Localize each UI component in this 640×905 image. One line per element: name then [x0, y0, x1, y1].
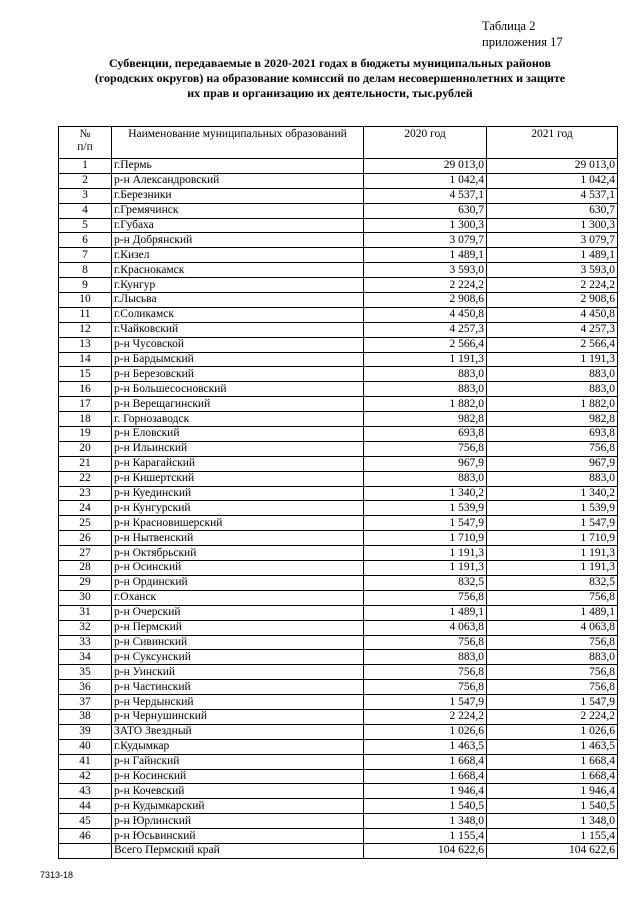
row-value-2021: 883,0: [487, 382, 618, 397]
row-value-2020: 756,8: [364, 680, 487, 695]
table-row: [59, 709, 618, 724]
row-number: 26: [59, 531, 112, 546]
table-row: [59, 561, 618, 576]
table-row: [59, 352, 618, 367]
row-value-2021: 4 450,8: [487, 307, 618, 322]
row-value-2020: 1 489,1: [364, 248, 487, 263]
row-municipality: р-н Юрлинский: [112, 814, 364, 829]
row-value-2021: 3 079,7: [487, 233, 618, 248]
row-municipality: г.Лысьва: [112, 293, 364, 308]
row-number: 16: [59, 382, 112, 397]
row-number: 33: [59, 635, 112, 650]
table-row: [59, 322, 618, 337]
table-row: [59, 620, 618, 635]
row-municipality: р-н Кунгурский: [112, 501, 364, 516]
row-value-2021: 1 668,4: [487, 754, 618, 769]
row-number: 38: [59, 709, 112, 724]
row-municipality: ЗАТО Звездный: [112, 724, 364, 739]
row-number: 45: [59, 814, 112, 829]
row-value-2021: 1 191,3: [487, 546, 618, 561]
row-municipality: р-н Суксунский: [112, 650, 364, 665]
row-municipality: р-н Уинский: [112, 665, 364, 680]
row-value-2020: 756,8: [364, 635, 487, 650]
total-label: Всего Пермский край: [112, 843, 364, 858]
row-number: 28: [59, 561, 112, 576]
row-value-2020: 1 348,0: [364, 814, 487, 829]
row-value-2020: 883,0: [364, 382, 487, 397]
row-value-2021: 1 668,4: [487, 769, 618, 784]
table-header-row: [59, 127, 618, 159]
table-row: [59, 635, 618, 650]
row-value-2021: 29 013,0: [487, 159, 618, 174]
title-line-1: Субвенции, передаваемые в 2020-2021 годах в бюджеты муниципальных районов: [109, 56, 551, 70]
row-municipality: р-н Красновишерский: [112, 516, 364, 531]
row-municipality: р-н Чердынский: [112, 695, 364, 710]
row-municipality: г.Кизел: [112, 248, 364, 263]
row-number: 12: [59, 322, 112, 337]
table-row: [59, 695, 618, 710]
row-value-2020: 1 042,4: [364, 173, 487, 188]
row-number: 39: [59, 724, 112, 739]
row-municipality: г.Гремячинск: [112, 203, 364, 218]
row-value-2021: 2 566,4: [487, 337, 618, 352]
row-value-2021: 1 155,4: [487, 829, 618, 844]
table-row: [59, 471, 618, 486]
row-value-2021: 630,7: [487, 203, 618, 218]
table-row: [59, 799, 618, 814]
row-value-2021: 1 340,2: [487, 486, 618, 501]
row-value-2020: 1 026,6: [364, 724, 487, 739]
row-value-2020: 4 537,1: [364, 188, 487, 203]
row-value-2020: 883,0: [364, 471, 487, 486]
row-municipality: г.Соликамск: [112, 307, 364, 322]
row-value-2021: 1 710,9: [487, 531, 618, 546]
row-value-2020: 756,8: [364, 590, 487, 605]
row-value-2020: 883,0: [364, 650, 487, 665]
row-number: 8: [59, 263, 112, 278]
row-value-2020: 883,0: [364, 367, 487, 382]
row-municipality: р-н Пермский: [112, 620, 364, 635]
row-value-2021: 756,8: [487, 590, 618, 605]
row-value-2020: 967,9: [364, 456, 487, 471]
row-municipality: р-н Чусовской: [112, 337, 364, 352]
row-value-2020: 982,8: [364, 412, 487, 427]
table-row: [59, 784, 618, 799]
row-value-2021: 832,5: [487, 575, 618, 590]
table-row: [59, 575, 618, 590]
row-value-2020: 630,7: [364, 203, 487, 218]
row-value-2020: 29 013,0: [364, 159, 487, 174]
row-value-2020: 4 450,8: [364, 307, 487, 322]
row-value-2021: 756,8: [487, 665, 618, 680]
row-value-2021: 2 224,2: [487, 278, 618, 293]
row-number: 14: [59, 352, 112, 367]
table-row: [59, 367, 618, 382]
row-number: 40: [59, 739, 112, 754]
row-value-2021: 2 908,6: [487, 293, 618, 308]
row-municipality: г.Чайковский: [112, 322, 364, 337]
table-caption: [482, 18, 563, 50]
table-row: [59, 665, 618, 680]
row-value-2021: 3 593,0: [487, 263, 618, 278]
row-number: 15: [59, 367, 112, 382]
header-municipality: Наименование муниципальных образований: [112, 127, 364, 159]
row-value-2020: 4 257,3: [364, 322, 487, 337]
row-municipality: р-н Чернушинский: [112, 709, 364, 724]
row-value-2021: 1 042,4: [487, 173, 618, 188]
row-value-2020: 1 540,5: [364, 799, 487, 814]
row-value-2020: 1 539,9: [364, 501, 487, 516]
row-municipality: р-н Очерский: [112, 605, 364, 620]
row-number: 27: [59, 546, 112, 561]
row-value-2020: 2 908,6: [364, 293, 487, 308]
row-value-2020: 1 191,3: [364, 561, 487, 576]
row-municipality: г.Краснокамск: [112, 263, 364, 278]
table-row: [59, 293, 618, 308]
row-value-2021: 4 537,1: [487, 188, 618, 203]
row-municipality: г.Пермь: [112, 159, 364, 174]
row-number: 34: [59, 650, 112, 665]
row-value-2021: 1 026,6: [487, 724, 618, 739]
row-number: 25: [59, 516, 112, 531]
row-municipality: р-н Сивинский: [112, 635, 364, 650]
subsidies-table: [58, 126, 618, 859]
row-value-2021: 1 540,5: [487, 799, 618, 814]
total-number: [59, 843, 112, 858]
row-value-2020: 1 191,3: [364, 546, 487, 561]
row-value-2020: 693,8: [364, 427, 487, 442]
row-value-2020: 1 191,3: [364, 352, 487, 367]
row-value-2020: 1 668,4: [364, 769, 487, 784]
table-row: [59, 412, 618, 427]
table-row: [59, 546, 618, 561]
table-body: [59, 159, 618, 859]
row-number: 22: [59, 471, 112, 486]
table-row: [59, 486, 618, 501]
table-row: [59, 233, 618, 248]
row-value-2021: 1 191,3: [487, 561, 618, 576]
row-municipality: р-н Частинский: [112, 680, 364, 695]
row-number: 30: [59, 590, 112, 605]
table-row: [59, 754, 618, 769]
header-2020: 2020 год: [364, 127, 487, 159]
table-row: [59, 531, 618, 546]
row-municipality: г.Кунгур: [112, 278, 364, 293]
row-municipality: г.Кудымкар: [112, 739, 364, 754]
row-number: 32: [59, 620, 112, 635]
row-number: 46: [59, 829, 112, 844]
row-value-2020: 4 063,8: [364, 620, 487, 635]
table-row: [59, 427, 618, 442]
table-total-row: [59, 843, 618, 858]
row-number: 29: [59, 575, 112, 590]
row-number: 6: [59, 233, 112, 248]
row-number: 23: [59, 486, 112, 501]
row-value-2021: 883,0: [487, 367, 618, 382]
row-number: 3: [59, 188, 112, 203]
row-number: 18: [59, 412, 112, 427]
table-row: [59, 159, 618, 174]
row-number: 44: [59, 799, 112, 814]
row-value-2021: 1 489,1: [487, 248, 618, 263]
title-line-2: (городских округов) на образование комиссий по делам несовершеннолетних и защите: [94, 71, 566, 85]
table-row: [59, 829, 618, 844]
table-row: [59, 739, 618, 754]
row-value-2020: 1 300,3: [364, 218, 487, 233]
table-row: [59, 307, 618, 322]
table-row: [59, 650, 618, 665]
row-value-2021: 1 539,9: [487, 501, 618, 516]
row-value-2021: 1 882,0: [487, 397, 618, 412]
row-municipality: г.Оханск: [112, 590, 364, 605]
row-value-2020: 1 463,5: [364, 739, 487, 754]
table-row: [59, 337, 618, 352]
row-municipality: р-н Ординский: [112, 575, 364, 590]
row-number: 37: [59, 695, 112, 710]
row-value-2020: 1 155,4: [364, 829, 487, 844]
row-municipality: р-н Кишертский: [112, 471, 364, 486]
table-row: [59, 203, 618, 218]
table-row: [59, 590, 618, 605]
row-value-2020: 1 668,4: [364, 754, 487, 769]
row-number: 42: [59, 769, 112, 784]
row-municipality: р-н Александровский: [112, 173, 364, 188]
row-value-2021: 2 224,2: [487, 709, 618, 724]
row-value-2020: 1 547,9: [364, 695, 487, 710]
row-value-2021: 1 547,9: [487, 516, 618, 531]
row-value-2020: 2 224,2: [364, 278, 487, 293]
row-municipality: р-н Косинский: [112, 769, 364, 784]
table-row: [59, 456, 618, 471]
row-municipality: р-н Гайнский: [112, 754, 364, 769]
row-value-2020: 1 340,2: [364, 486, 487, 501]
table-row: [59, 188, 618, 203]
table-row: [59, 605, 618, 620]
row-municipality: р-н Осинский: [112, 561, 364, 576]
table-row: [59, 248, 618, 263]
row-number: 17: [59, 397, 112, 412]
row-value-2020: 1 946,4: [364, 784, 487, 799]
row-number: 24: [59, 501, 112, 516]
row-municipality: г. Горнозаводск: [112, 412, 364, 427]
document-code: 7313-18: [40, 870, 74, 880]
row-municipality: г.Березники: [112, 188, 364, 203]
row-value-2021: 693,8: [487, 427, 618, 442]
row-number: 5: [59, 218, 112, 233]
row-value-2020: 756,8: [364, 441, 487, 456]
row-value-2020: 1 489,1: [364, 605, 487, 620]
row-value-2021: 1 946,4: [487, 784, 618, 799]
table-row: [59, 441, 618, 456]
row-municipality: р-н Еловский: [112, 427, 364, 442]
row-municipality: р-н Верещагинский: [112, 397, 364, 412]
row-number: 41: [59, 754, 112, 769]
row-value-2020: 3 079,7: [364, 233, 487, 248]
row-value-2021: 4 063,8: [487, 620, 618, 635]
total-value-2020: 104 622,6: [364, 843, 487, 858]
row-number: 7: [59, 248, 112, 263]
header-2021: 2021 год: [487, 127, 618, 159]
row-value-2020: 2 224,2: [364, 709, 487, 724]
row-number: 35: [59, 665, 112, 680]
row-number: 20: [59, 441, 112, 456]
title-line-3: их прав и организацию их деятельности, тыс.рублей: [187, 86, 473, 100]
row-value-2021: 1 547,9: [487, 695, 618, 710]
table-number: Таблица 2: [482, 19, 536, 33]
row-value-2021: 967,9: [487, 456, 618, 471]
row-number: 13: [59, 337, 112, 352]
row-number: 2: [59, 173, 112, 188]
row-value-2021: 982,8: [487, 412, 618, 427]
table-row: [59, 173, 618, 188]
row-number: 9: [59, 278, 112, 293]
row-number: 11: [59, 307, 112, 322]
table-row: [59, 278, 618, 293]
row-value-2021: 883,0: [487, 650, 618, 665]
row-number: 36: [59, 680, 112, 695]
row-value-2021: 1 300,3: [487, 218, 618, 233]
row-municipality: р-н Октябрьский: [112, 546, 364, 561]
row-municipality: р-н Нытвенский: [112, 531, 364, 546]
table-row: [59, 769, 618, 784]
row-value-2021: 1 463,5: [487, 739, 618, 754]
table-row: [59, 680, 618, 695]
row-value-2020: 1 882,0: [364, 397, 487, 412]
row-number: 19: [59, 427, 112, 442]
table-row: [59, 382, 618, 397]
row-municipality: р-н Карагайский: [112, 456, 364, 471]
row-number: 31: [59, 605, 112, 620]
row-number: 21: [59, 456, 112, 471]
row-municipality: р-н Кудымкарский: [112, 799, 364, 814]
row-municipality: р-н Добрянский: [112, 233, 364, 248]
table-row: [59, 501, 618, 516]
row-municipality: р-н Куединский: [112, 486, 364, 501]
table-row: [59, 263, 618, 278]
document-title: [60, 56, 600, 101]
row-value-2021: 756,8: [487, 635, 618, 650]
table-row: [59, 724, 618, 739]
row-municipality: р-н Большесосновский: [112, 382, 364, 397]
row-municipality: р-н Березовский: [112, 367, 364, 382]
row-value-2020: 832,5: [364, 575, 487, 590]
table-row: [59, 218, 618, 233]
total-value-2021: 104 622,6: [487, 843, 618, 858]
row-value-2020: 3 593,0: [364, 263, 487, 278]
row-value-2020: 1 710,9: [364, 531, 487, 546]
header-number: № п/п: [59, 127, 112, 159]
row-value-2021: 1 348,0: [487, 814, 618, 829]
row-number: 10: [59, 293, 112, 308]
row-value-2021: 4 257,3: [487, 322, 618, 337]
table-row: [59, 516, 618, 531]
row-municipality: р-н Кочевский: [112, 784, 364, 799]
row-value-2020: 2 566,4: [364, 337, 487, 352]
row-value-2021: 1 191,3: [487, 352, 618, 367]
table-row: [59, 814, 618, 829]
row-number: 43: [59, 784, 112, 799]
row-number: 4: [59, 203, 112, 218]
table-row: [59, 397, 618, 412]
row-municipality: р-н Юсьвинский: [112, 829, 364, 844]
row-municipality: р-н Бардымский: [112, 352, 364, 367]
row-number: 1: [59, 159, 112, 174]
row-value-2021: 1 489,1: [487, 605, 618, 620]
row-value-2021: 883,0: [487, 471, 618, 486]
row-municipality: р-н Ильинский: [112, 441, 364, 456]
row-municipality: г.Губаха: [112, 218, 364, 233]
row-value-2020: 1 547,9: [364, 516, 487, 531]
row-value-2021: 756,8: [487, 680, 618, 695]
appendix-ref: приложения 17: [482, 35, 563, 49]
row-value-2020: 756,8: [364, 665, 487, 680]
row-value-2021: 756,8: [487, 441, 618, 456]
